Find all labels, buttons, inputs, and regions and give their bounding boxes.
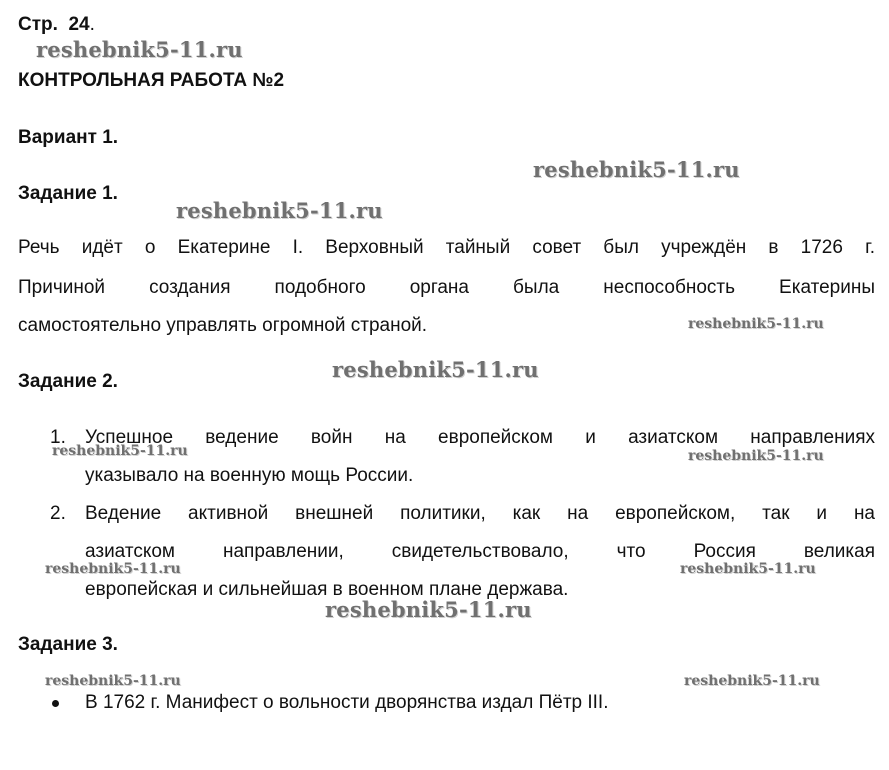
task2-heading: Задание 2.: [18, 371, 118, 392]
watermark: reshebnik5-11.ru: [533, 157, 740, 182]
task1-line-2: Причиной создания подобного органа была неспособность Екатерины: [18, 277, 875, 298]
page-number-line: [18, 14, 95, 36]
task2-item1-line-2: указывало на военную мощь России.: [85, 465, 414, 486]
task1-line-1: Речь идёт о Екатерине I. Верховный тайный совет был учреждён в 1726 г.: [18, 237, 875, 258]
page-title: КОНТРОЛЬНАЯ РАБОТА №2: [18, 70, 285, 91]
watermark: reshebnik5-11.ru: [176, 198, 383, 223]
task3-bullet-1: В 1762 г. Манифест о вольности дворянства издал Пётр III.: [85, 692, 609, 713]
bullet-icon: [52, 700, 59, 707]
watermark: reshebnik5-11.ru: [52, 443, 188, 459]
watermark: reshebnik5-11.ru: [45, 561, 181, 577]
task3-heading: Задание 3.: [18, 634, 118, 655]
page-number: 24: [68, 14, 90, 35]
task1-line-3: самостоятельно управлять огромной страной.: [18, 315, 428, 336]
watermark: reshebnik5-11.ru: [332, 357, 539, 382]
watermark: reshebnik5-11.ru: [45, 673, 181, 689]
task1-heading: Задание 1.: [18, 183, 118, 204]
watermark: reshebnik5-11.ru: [325, 597, 532, 622]
task2-item2-number: 2.: [50, 503, 66, 524]
variant-heading: Вариант 1.: [18, 127, 119, 148]
task2-item1-line-1: Успешное ведение войн на европейском и азиатском направлениях: [85, 427, 875, 448]
page-dot: .: [89, 14, 95, 35]
watermark: reshebnik5-11.ru: [688, 448, 824, 464]
watermark: reshebnik5-11.ru: [680, 561, 816, 577]
watermark: reshebnik5-11.ru: [36, 37, 243, 62]
watermark: reshebnik5-11.ru: [684, 673, 820, 689]
watermark: reshebnik5-11.ru: [688, 316, 824, 332]
task2-item2-line-2: азиатском направлении, свидетельствовало, что Россия великая: [85, 541, 875, 562]
task2-item2-line-3: европейская и сильнейшая в военном плане держава.: [85, 579, 569, 600]
page-label: Стр.: [18, 14, 58, 35]
task2-item1-number: 1.: [50, 427, 66, 448]
task2-item2-line-1: Ведение активной внешней политики, как на европейском, так и на: [85, 503, 875, 524]
